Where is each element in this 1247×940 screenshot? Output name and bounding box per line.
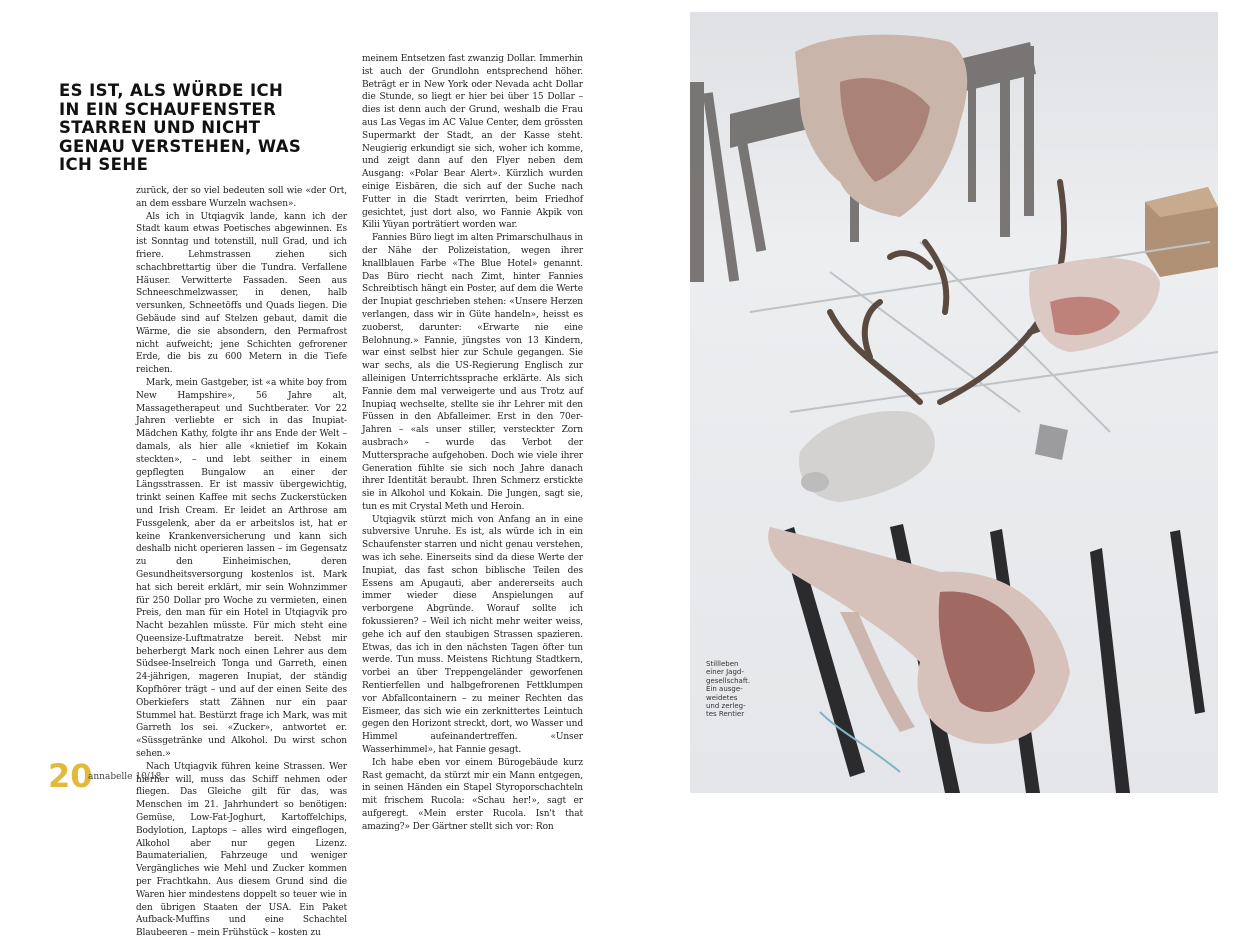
text-column-2 [362, 53, 583, 834]
caption-line: einer Jagd- [706, 668, 744, 677]
magazine-issue: annabelle 10/18 [88, 772, 162, 782]
article-headline: ES IST, ALS WÜRDE ICH IN EIN SCHAUFENSTER STARREN UND NICHT GENAU VERSTEHEN, WAS ICH SEHE [59, 81, 302, 174]
page-number: 20 [48, 757, 93, 795]
caption-line: gesellschaft. [706, 676, 751, 685]
paragraph: Nach Utqiagvik führen keine Strassen. Wer hierher will, muss das Schiff nehmen oder fliegen. Das Gleiche gilt für das, was Menschen im 21. Jahrhundert so benötigen: Gemüse, Low-Fat-Joghurt, Kartoffelchips, Bodylotion, Laptops – alles wird eingeflogen, Alkohol aber nur gegen Lizenz. Baumaterialien, Fahrzeuge und weniger Vergängliches wie Mehl und Zucker kommen per Frachtkahn. Aus diesem Grund sind die Waren hier mindestens doppelt so teuer wie in den übrigen Staaten der USA. Ein Paket Aufback-Muffins und eine Schachtel Blaubeeren – mein Frühstück – kosten zu [136, 761, 347, 939]
paragraph: Als ich in Utqiagvik lande, kann ich der Stadt kaum etwas Poetisches abgewinnen. Es ist Sonntag und totenstill, null Grad, und ich friere. Lehmstrassen ziehen sich schachbrettartig über die Tundra. Verfallene Häuser. Verwitterte Fassaden. Seen aus Schneeschmelzwasser, in denen, halb versunken, Schneetöffs und Quads liegen. Die Gebäude sind auf Stelzen gebaut, damit die Wärme, die sie absondern, den Permafrost nicht aufweicht; jene Schichten gefrorener Erde, die bis zu 600 Metern in die Tiefe reichen. [136, 211, 347, 376]
caption-line: tes Rentier [706, 710, 745, 719]
paragraph: Utqiagvik stürzt mich von Anfang an in eine subversive Unruhe. Es ist, als würde ich in ein Schaufenster starren und nicht genau verstehen, was ich sehe. Einerseits sind da diese Werte der Inupiat, das fast schon biblische Teilen des Essens am Apugauti, aber andererseits auch immer wieder diese Anspielungen auf verborgene Abgründe. Worauf sollte ich fokussieren? – Weil ich nicht mehr weiter weiss, gehe ich auf den staubigen Strassen spazieren. Etwas, das ich in den nächsten Tagen öfter tun werde. Tun muss. Meistens Richtung Stadtkern, vorbei an über Treppengeländer geworfenen Rentierfellen und halbgefrorenen Fettklumpen vor Abfallcontainern – zu meiner Rechten das Eismeer, das sich wie ein zerknittertes Leintuch gegen den Horizont streckt, dort, wo Wasser und Himmel aufeinandertreffen. «Unser Wasserhimmel», hat Fannie gesagt. [362, 514, 583, 756]
photo-caption [706, 660, 758, 719]
paragraph: Ich habe eben vor einem Bürogebäude kurz Rast gemacht, da stürzt mir ein Mann entgegen, in seinen Händen ein Stapel Styroporschachteln mit frischem Rucola: «Schau her!», sagt er aufgeregt. «Mein erster Rucola. Isn't that amazing?» Der Gärtner stellt sich vor: Ron [362, 757, 583, 832]
caption-line: weidetes [706, 693, 738, 702]
caption-line: und zerleg- [706, 702, 746, 711]
caption-line: Stillleben [706, 660, 739, 668]
reindeer-photo [690, 12, 1218, 793]
paragraph: meinem Entsetzen fast zwanzig Dollar. Immerhin ist auch der Grundlohn entsprechend höher. Beträgt er in New York oder Nevada acht Dollar die Stunde, so liegt er hier bei über 15 Dollar – dies ist denn auch der Grund, weshalb die Frau aus Las Vegas im AC Value Center, dem grössten Supermarkt der Stadt, an der Kasse steht. Neugierig erkundigt sie sich, woher ich komme, und zeigt dann auf den Flyer neben dem Ausgang: «Polar Bear Alert». Kürzlich wurden einige Eisbären, die sich auf der Suche nach Futter in die Stadt verirrten, beim Friedhof gesichtet, just dort also, wo Fannie Akpik von Kilii Yüyan porträtiert worden war. [362, 54, 583, 231]
caption-line: Ein ausge- [706, 685, 743, 694]
paragraph: Fannies Büro liegt im alten Primarschulhaus in der Nähe der Polizeistation, wegen ihrer knallblauen Farbe «The Blue Hotel» genannt. Das Büro riecht nach Zimt, hinter Fannies Schreibtisch hängt ein Poster, auf dem die Werte der Inupiat geschrieben stehen: «Unsere Herzen verlangen, dass wir in Güte handeln», heisst es zuoberst, darunter: «Erwarte nie eine Belohnung.» Fannie, jüngstes von 13 Kindern, war einst selbst hier zur Schule gegangen. Sie war sechs, als die US-Regierung Englisch zur alleinigen Unterrichtssprache erklärte. Als sich Fannie dem mal verweigerte und aus Trotz auf Inupiaq wechselte, stellte sie ihr Lehrer mit den Füssen in den Abfalleimer. Erst in den 70er-Jahren – «als unser stiller, versteckter Zorn ausbrach» – wurde das Verbot der Muttersprache aufgehoben. Doch wie viele ihrer Generation fühlte sie sich noch Jahre danach ihrer Identität beraubt. Ihren Schmerz erstickte sie in Alkohol und Kokain. Die Jungen, sagt sie, tun es mit Crystal Meth und Heroin. [362, 233, 583, 512]
paragraph: Mark, mein Gastgeber, ist «a white boy from New Hampshire», 56 Jahre alt, Massagetherapeut und Suchtberater. Vor 22 Jahren verliebte er sich in das Inupiat-Mädchen Kathy, folgte ihr ans Ende der Welt – damals, als hier alle «knietief im Kokain steckten», – und lebt seither in einem gepflegten Bungalow an einer der Längsstrassen. Er ist massiv übergewichtig, trinkt seinen Kaffee mit sechs Zuckerstücken und Irish Cream. Er leidet an Arthrose am Fussgelenk, aber da er arbeitslos ist, hat er keine Krankenversicherung und kann sich deshalb nicht operieren lassen – im Gegensatz zu den Einheimischen, deren Gesundheitsversorgung kostenlos ist. Mark hat sich bereit erklärt, mir sein Wohnzimmer für 250 Dollar pro Woche zu vermieten, einen Preis, den man für ein Hotel in Utqiagvik pro Nacht bezahlen müsste. Für mich steht eine Queensize-Luftmatratze bereit. Nebst mir beherbergt Mark noch einen Lehrer aus dem Südsee-Inselreich Tonga und Garreth, einen 24-jährigen, mageren Inupiat, der ständig Kopfhörer trägt – und auf der einen Seite des Oberkiefers statt Zähnen nur ein paar Stummel hat. Bestürzt frage ich Mark, was mit Garreth los sei. «Zucker», antwortet er. «Süssgetränke und Alkohol. Du wirst schon sehen.» [136, 377, 347, 760]
paragraph: zurück, der so viel bedeuten soll wie «der Ort, an dem essbare Wurzeln wachsen». [136, 186, 347, 209]
text-column-1 [136, 185, 347, 940]
